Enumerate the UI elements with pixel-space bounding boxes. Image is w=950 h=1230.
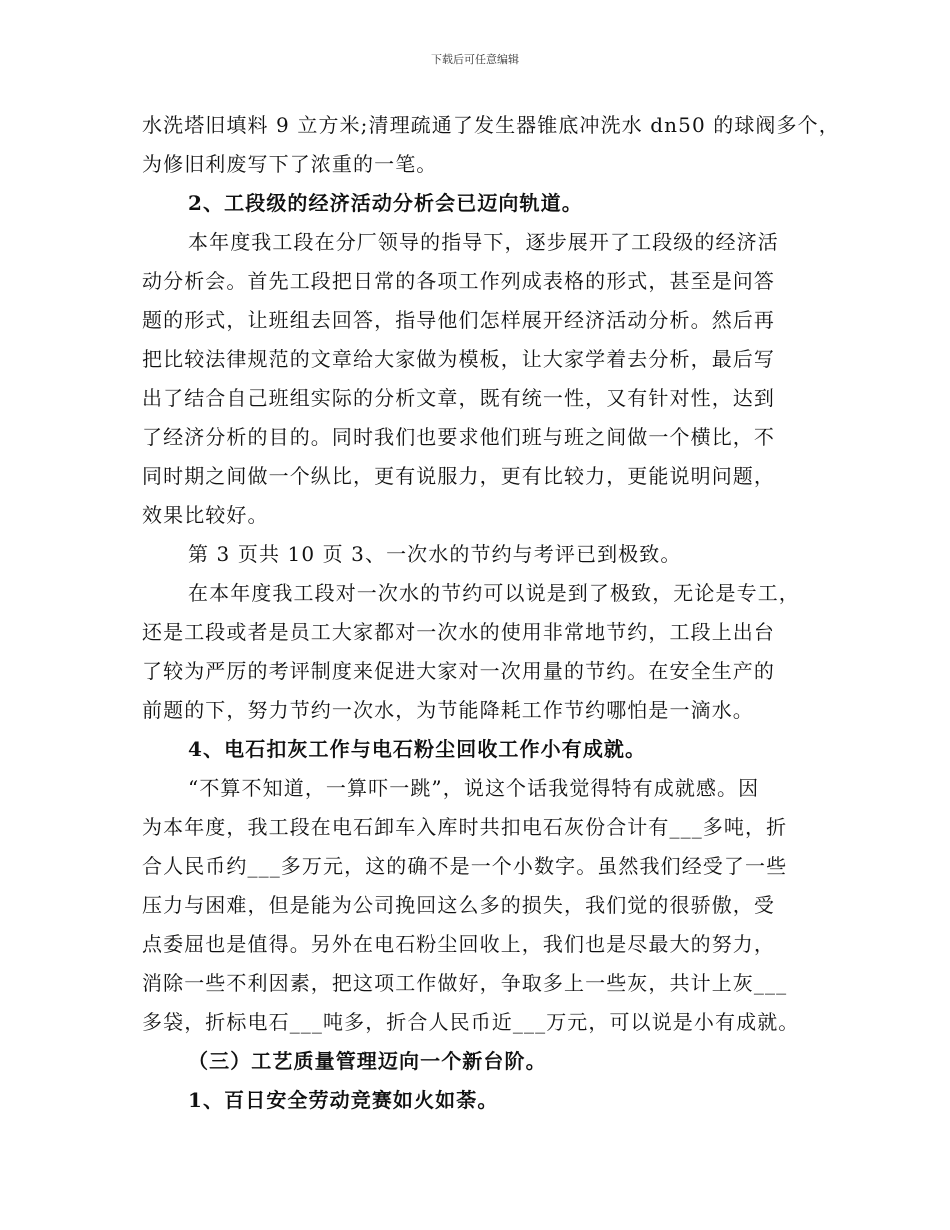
paragraph-start: “不算不知道，一算吓一跳”，说这个话我觉得特有成就感。因	[188, 776, 760, 800]
section-heading: 1、百日安全劳动竞赛如火如荼。	[188, 1088, 499, 1112]
section-heading: 2、工段级的经济活动分析会已迈向轨道。	[188, 191, 583, 215]
page-header: 下载后可任意编辑	[431, 53, 519, 66]
body-line: 还是工段或者是员工大家都对一次水的使用非常地节约，工段上出台	[142, 620, 775, 644]
body-line: 多袋，折标电石___吨多，折合人民币近___万元，可以说是小有成就。	[142, 1010, 800, 1034]
body-line: 为修旧利废写下了浓重的一笔。	[142, 152, 438, 176]
body-line: 出了结合自己班组实际的分析文章，既有统一性，又有针对性，达到	[142, 386, 775, 410]
body-line: 点委屈也是值得。另外在电石粉尘回收上，我们也是尽最大的努力，	[142, 932, 775, 956]
body-line: 为本年度，我工段在电石卸车入库时共扣电石灰份合计有___多吨，折	[142, 815, 788, 839]
body-line: 了较为严厉的考评制度来促进大家对一次用量的节约。在安全生产的	[142, 659, 775, 683]
body-line: 消除一些不利因素，把这项工作做好，争取多上一些灰，共计上灰___	[142, 971, 788, 995]
paragraph-start: 在本年度我工段对一次水的节约可以说是到了极致，无论是专工，	[188, 581, 800, 605]
body-line: 效果比较好。	[142, 503, 269, 527]
document-body	[142, 106, 840, 1120]
body-line: 题的形式，让班组去回答，指导他们怎样展开经济活动分析。然后再	[142, 308, 775, 332]
body-line: 压力与困难，但是能为公司挽回这么多的损失，我们觉的很骄傲，受	[142, 893, 775, 917]
section-heading: （三）工艺质量管理迈向一个新台阶。	[188, 1049, 547, 1073]
section-heading: 4、电石扣灰工作与电石粉尘回收工作小有成就。	[188, 737, 647, 761]
body-line: 合人民币约___多万元，这的确不是一个小数字。虽然我们经受了一些	[142, 854, 788, 878]
body-line: 前题的下，努力节约一次水，为节能降耗工作节约哪怕是一滴水。	[142, 698, 754, 722]
page-marker-heading: 第 3 页共 10 页 3、一次水的节约与考评已到极致。	[188, 542, 682, 566]
body-line: 动分析会。首先工段把日常的各项工作列成表格的形式，甚至是问答	[142, 269, 775, 293]
body-line: 水洗塔旧填料 9 立方米;清理疏通了发生器锥底冲洗水 dn50 的球阀多个，	[142, 113, 840, 137]
paragraph-start: 本年度我工段在分厂领导的指导下，逐步展开了工段级的经济活	[188, 230, 779, 254]
body-line: 同时期之间做一个纵比，更有说服力，更有比较力，更能说明问题，	[142, 464, 775, 488]
body-line: 了经济分析的目的。同时我们也要求他们班与班之间做一个横比，不	[142, 425, 775, 449]
body-line: 把比较法律规范的文章给大家做为模板，让大家学着去分析，最后写	[142, 347, 775, 371]
